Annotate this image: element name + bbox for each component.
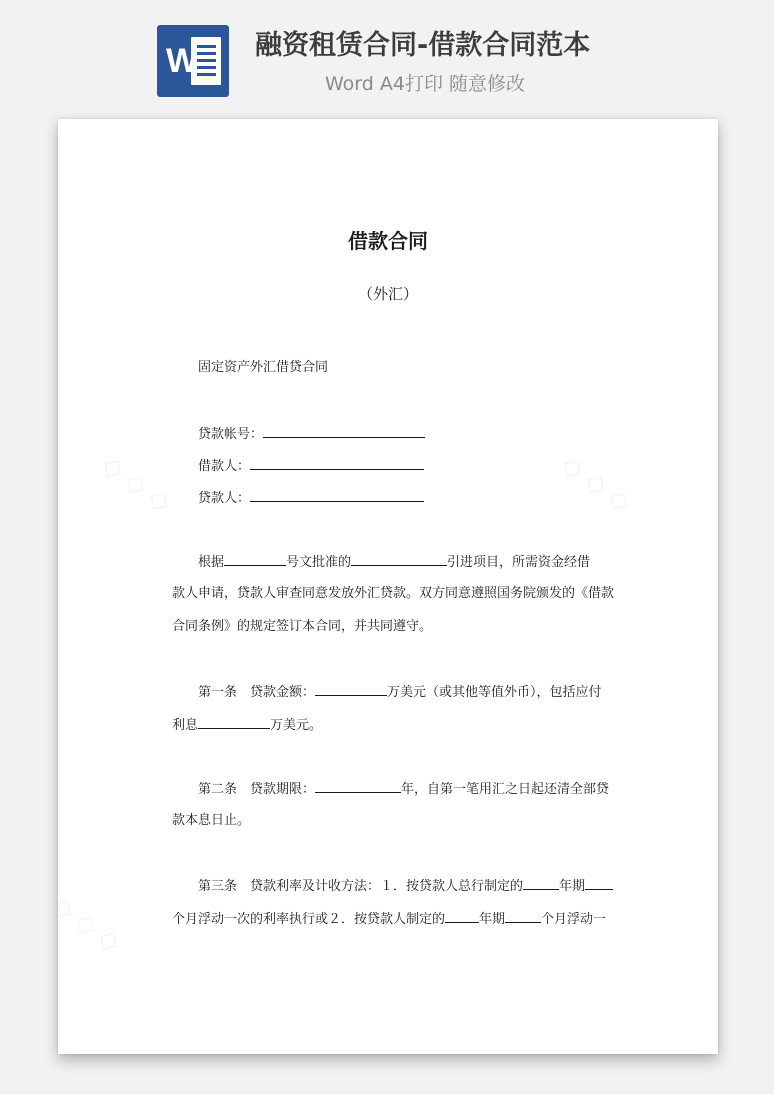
watermark-mark [58, 890, 126, 958]
page-title: 融资租赁合同-借款合同范本 [255, 30, 591, 61]
watermark-mark [96, 450, 176, 518]
text-run: 第一条 贷款金额： [198, 685, 316, 700]
word-icon [157, 25, 229, 97]
fill-blank[interactable] [250, 455, 424, 470]
preamble-line: 款人申请，贷款人审查同意发放外汇贷款。双方同意遵照国务院颁发的《借款 [172, 586, 615, 601]
text-run: 引进项目，所需资金经借 [447, 555, 591, 570]
text-run: 年，自第一笔用汇之日起还清全部贷 [401, 782, 610, 797]
preamble-line [198, 551, 590, 573]
text-run: 个月浮动一 [541, 912, 607, 927]
text-run: 第三条 贷款利率及计收方法：１．按贷款人总行制定的 [198, 879, 524, 894]
fill-blank[interactable] [523, 875, 559, 890]
text-run: 根据 [198, 555, 225, 570]
fill-blank[interactable] [585, 875, 613, 890]
article-2-line: 款本息日止。 [172, 813, 251, 828]
watermark-mark [556, 450, 636, 518]
fill-blank[interactable] [351, 551, 447, 566]
fill-blank[interactable] [315, 778, 401, 793]
field-label: 借款人： [198, 459, 251, 474]
text-run: 利息 [172, 718, 199, 733]
text-run: 第二条 贷款期限： [198, 782, 316, 797]
field-lender [198, 487, 424, 509]
fill-blank[interactable] [198, 714, 270, 729]
text-run: 万美元（或其他等值外币），包括应付 [387, 685, 602, 700]
field-borrower [198, 455, 424, 477]
document-subtitle: （外汇） [357, 285, 418, 303]
field-label: 贷款帐号： [198, 427, 264, 442]
article-3-line [172, 908, 606, 930]
text-run: 年期 [479, 912, 506, 927]
article-3-line [198, 875, 613, 897]
field-loan-account [198, 423, 425, 445]
text-run: 年期 [559, 879, 586, 894]
contract-type: 固定资产外汇借贷合同 [198, 360, 329, 375]
fill-blank[interactable] [263, 423, 425, 438]
document-title: 借款合同 [348, 229, 428, 253]
text-run: 万美元。 [270, 718, 323, 733]
text-run: 号文批准的 [286, 555, 352, 570]
word-icon-letter: W [165, 42, 199, 80]
preamble-line: 合同条例》的规定签订本合同，并共同遵守。 [172, 619, 433, 634]
article-2-line [198, 778, 609, 800]
fill-blank[interactable] [505, 908, 541, 923]
header [0, 0, 774, 110]
fill-blank[interactable] [224, 551, 286, 566]
page-subtitle: Word A4打印 随意修改 [325, 73, 526, 95]
text-run: 个月浮动一次的利率执行或２．按贷款人制定的 [172, 912, 446, 927]
article-1-line [172, 714, 322, 736]
fill-blank[interactable] [445, 908, 479, 923]
article-1-line [198, 681, 602, 703]
fill-blank[interactable] [315, 681, 387, 696]
field-label: 贷款人： [198, 491, 251, 506]
fill-blank[interactable] [250, 487, 424, 502]
document-page [58, 119, 718, 1054]
